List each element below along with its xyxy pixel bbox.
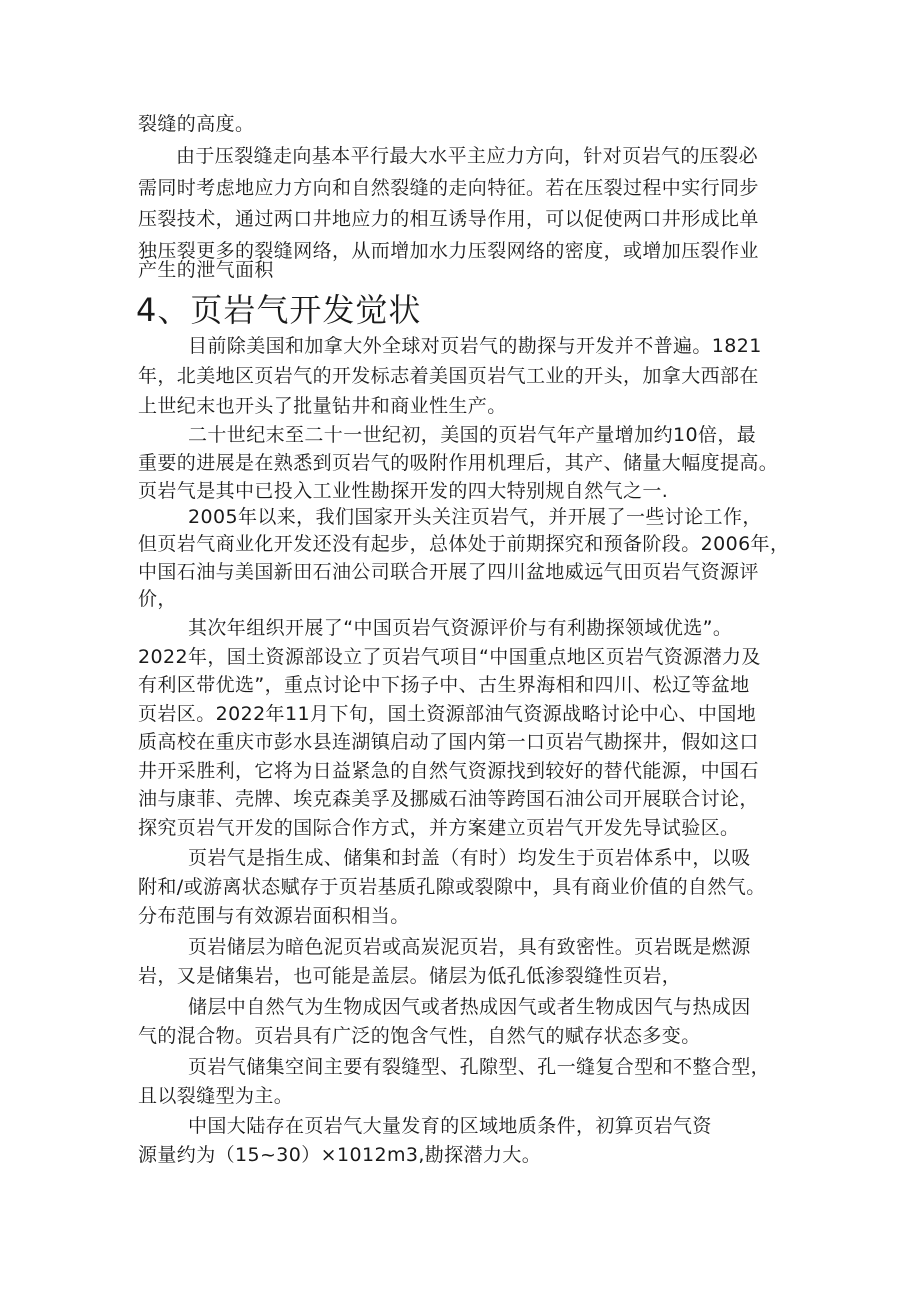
text-line: 二十世纪末至二十一世纪初，美国的页岩气年产量增加约10倍，最 xyxy=(188,424,757,446)
text-line: 目前除美国和加拿大外全球对页岩气的勘探与开发并不普遍。1821 xyxy=(188,335,762,357)
text-line: 分布范围与有效源岩面积相当。 xyxy=(138,905,410,927)
text-line: 质高校在重庆市彭水县连湖镇启动了国内第一口页岩气勘探井，假如这口 xyxy=(138,731,759,753)
text-line: 储层中自然气为生物成因气或者热成因气或者生物成因气与热成因 xyxy=(188,996,751,1018)
text-line: 有利区带优选”，重点讨论中下扬子中、古生界海相和四川、松辽等盆地 xyxy=(138,674,750,696)
text-line: 气的混合物。页岩具有广泛的饱含气性，自然气的赋存状态多变。 xyxy=(138,1025,701,1047)
text-line: 附和/或游离状态赋存于页岩基质孔隙或裂隙中，具有商业价值的自然气。 xyxy=(138,876,766,898)
text-line: 裂缝的高度。 xyxy=(138,113,255,135)
text-line: 上世纪末也开头了批量钻井和商业性生产。 xyxy=(138,395,507,417)
text-line: 压裂技术，通过两口井地应力的相互诱导作用，可以促使两口井形成比单 xyxy=(138,208,759,230)
text-line-final: 产生的泄气面积 xyxy=(138,259,274,281)
text-line: 页岩区。2022年11月下旬，国土资源部油气资源战略讨论中心、中国地 xyxy=(138,703,757,725)
text-line: 由于压裂缝走向基本平行最大水平主应力方向，针对页岩气的压裂必 xyxy=(176,145,759,167)
text-line: 页岩气是其中已投入工业性勘探开发的四大特别规自然气之一. xyxy=(138,480,669,502)
section-heading: 4、页岩气开发觉状 xyxy=(136,291,422,329)
text-line: 源量约为（15~30）×1012m3,勘探潜力大。 xyxy=(138,1144,542,1166)
text-line: 2005年以来，我们国家开头关注页岩气，并开展了一些讨论工作， xyxy=(188,506,762,528)
text-line: 价， xyxy=(138,588,177,610)
text-line: 页岩气储集空间主要有裂缝型、孔隙型、孔一缝复合型和不整合型， xyxy=(188,1056,771,1078)
text-line: 其次年组织开展了“中国页岩气资源评价与有利勘探领域优选”。 xyxy=(188,617,733,639)
text-line: 独压裂更多的裂缝网络，从而增加水力压裂网络的密度，或增加压裂作业 xyxy=(138,240,759,262)
text-line: 年，北美地区页岩气的开发标志着美国页岩气工业的开头，加拿大西部在 xyxy=(138,365,759,387)
text-line: 中国石油与美国新田石油公司联合开展了四川盆地威远气田页岩气资源评 xyxy=(138,561,759,583)
text-line: 2022年，国土资源部设立了页岩气项目“中国重点地区页岩气资源潜力及 xyxy=(138,646,761,668)
text-line: 但页岩气商业化开发还没有起步，总体处于前期探究和预备阶段。2006年， xyxy=(138,533,790,555)
text-line: 页岩储层为暗色泥页岩或高炭泥页岩，具有致密性。页岩既是燃源 xyxy=(188,936,751,958)
text-line: 重要的进展是在熟悉到页岩气的吸附作用机理后，其产、储量大幅度提高。 xyxy=(138,452,779,474)
text-line: 井开采胜利，它将为日益紧急的自然气资源找到较好的替代能源，中国石 xyxy=(138,760,759,782)
text-line: 油与康菲、壳牌、埃克森美孚及挪威石油等跨国石油公司开展联合讨论， xyxy=(138,788,759,810)
text-line: 页岩气是指生成、储集和封盖（有时）均发生于页岩体系中，以吸 xyxy=(188,847,751,869)
text-line: 且以裂缝型为主。 xyxy=(138,1085,294,1107)
text-line: 岩，又是储集岩，也可能是盖层。储层为低孔低渗裂缝性页岩， xyxy=(138,965,682,987)
text-line: 中国大陆存在页岩气大量发育的区域地质条件，初算页岩气资 xyxy=(188,1115,712,1137)
text-line: 需同时考虑地应力方向和自然裂缝的走向特征。若在压裂过程中实行同步 xyxy=(138,177,759,199)
text-line: 探究页岩气开发的国际合作方式，并方案建立页岩气开发先导试验区。 xyxy=(138,817,740,839)
